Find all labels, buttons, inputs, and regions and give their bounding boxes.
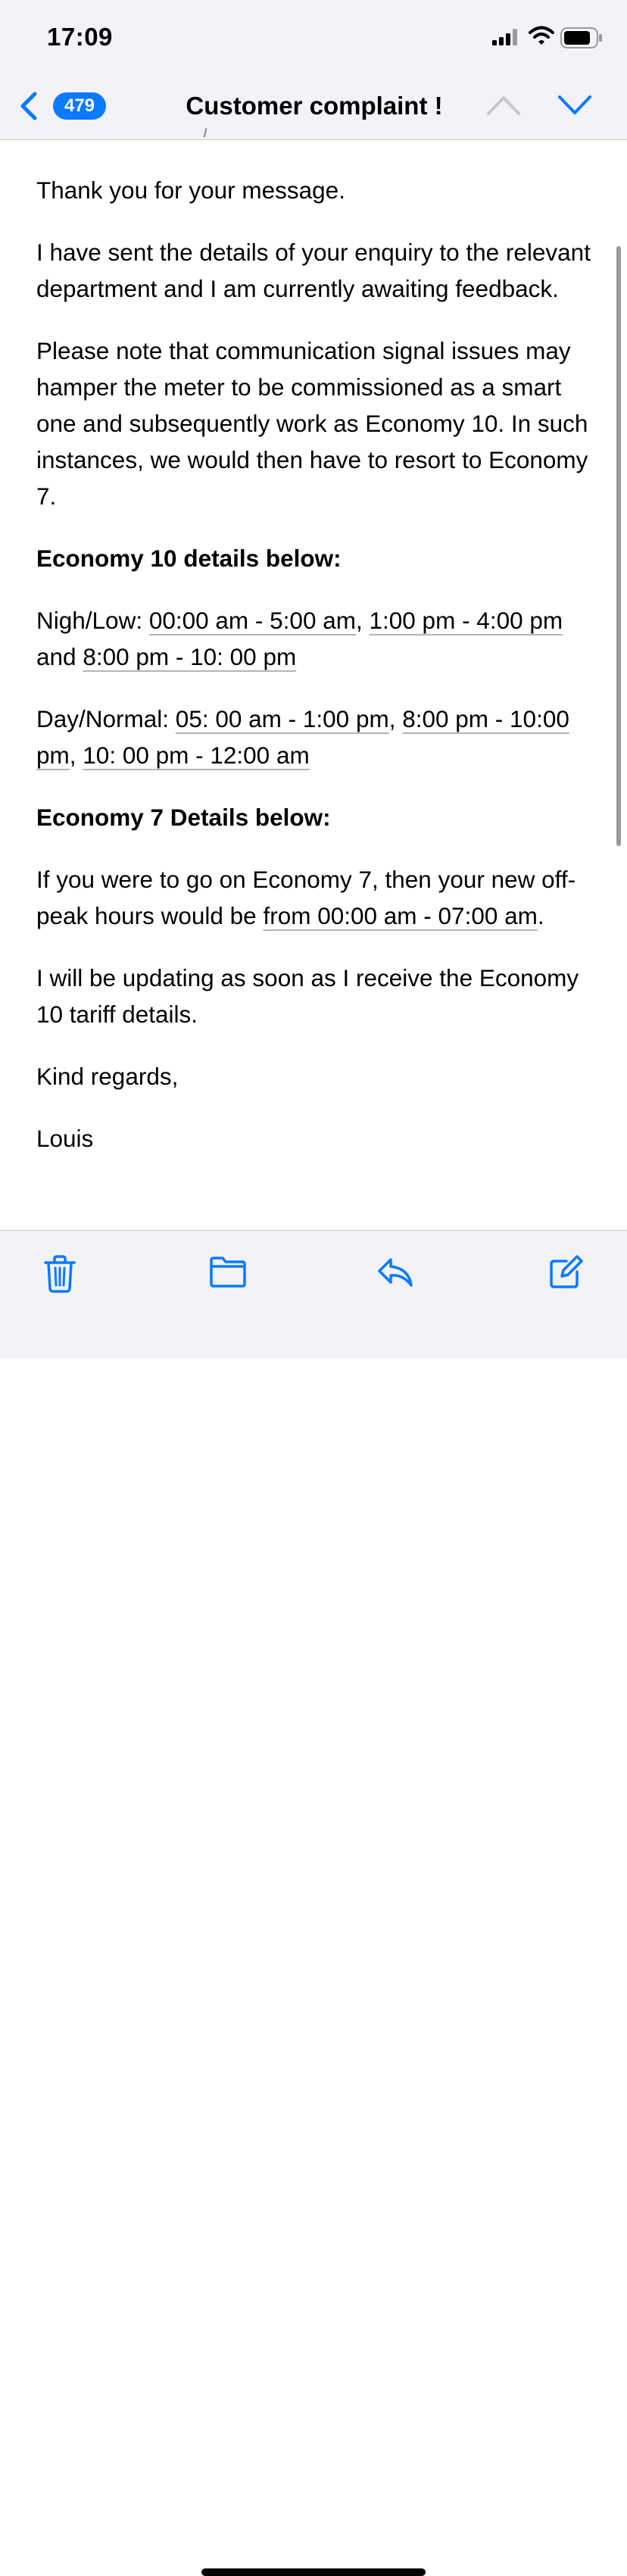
economy-10-day-hours (36, 701, 597, 773)
period: . (537, 902, 544, 929)
email-signoff: Kind regards, (36, 1063, 179, 1090)
compose-icon[interactable] (548, 1255, 583, 1290)
economy-10-heading: Economy 10 details below: (36, 545, 342, 572)
chevron-down-icon[interactable] (557, 94, 592, 117)
nav-bar (0, 76, 627, 140)
cellular-signal-icon (492, 29, 521, 45)
trash-icon[interactable] (43, 1255, 76, 1293)
time-range-link[interactable]: 05: 00 am - 1:00 pm (175, 705, 389, 732)
economy-7-heading: Economy 7 Details below: (36, 804, 331, 831)
page-title: Customer complaint ! (186, 92, 443, 120)
email-paragraph: Please note that communication signal issues may hamper the meter to be commissioned as a smart one and subsequently work as Economy 10. In such instances, we would then have to resort to Economy 7. (36, 337, 588, 510)
reply-icon[interactable] (377, 1255, 413, 1288)
email-greeting: Thank you for your message. (36, 176, 345, 204)
bottom-toolbar (0, 1230, 627, 1358)
email-paragraph: I will be updating as soon as I receive the Economy 10 tariff details. (36, 964, 579, 1028)
chevron-up-icon[interactable] (486, 94, 521, 117)
separator: , (69, 742, 83, 769)
time-range-link[interactable]: 8:00 pm - 10:00 pm (36, 705, 569, 769)
unread-count-badge[interactable]: 479 (53, 92, 106, 120)
economy-7-hours (36, 861, 597, 934)
time-range-link[interactable]: 1:00 pm - 4:00 pm (369, 607, 563, 634)
separator: , (355, 607, 370, 634)
separator: , (388, 705, 403, 732)
time-range-link[interactable]: 00:00 am - 5:00 am (148, 607, 356, 634)
low-hours-label: Nigh/Low: (36, 607, 149, 634)
battery-icon (560, 27, 603, 48)
home-indicator[interactable] (201, 2568, 426, 2576)
scrollbar[interactable] (616, 246, 621, 846)
time-range-link[interactable]: 8:00 pm - 10: 00 pm (83, 643, 297, 670)
day-hours-label: Day/Normal: (36, 705, 176, 732)
separator: and (36, 643, 83, 670)
chevron-left-icon[interactable] (18, 91, 39, 121)
time-range-link[interactable]: from 00:00 am - 07:00 am (263, 902, 538, 929)
email-signature: Louis (36, 1125, 94, 1152)
economy-10-low-hours (36, 602, 597, 675)
email-body (36, 140, 597, 1182)
email-paragraph: I have sent the details of your enquiry to the relevant department and I am currently awaiting feedback. (36, 239, 591, 302)
status-bar (0, 0, 627, 76)
status-time: 17:09 (47, 23, 113, 51)
wifi-icon (529, 26, 554, 45)
folder-icon[interactable] (209, 1255, 247, 1288)
time-range-link[interactable]: 10: 00 pm - 12:00 am (83, 742, 310, 769)
economy-7-text: If you were to go on Economy 7, then your new off-peak hours would be (36, 866, 576, 929)
